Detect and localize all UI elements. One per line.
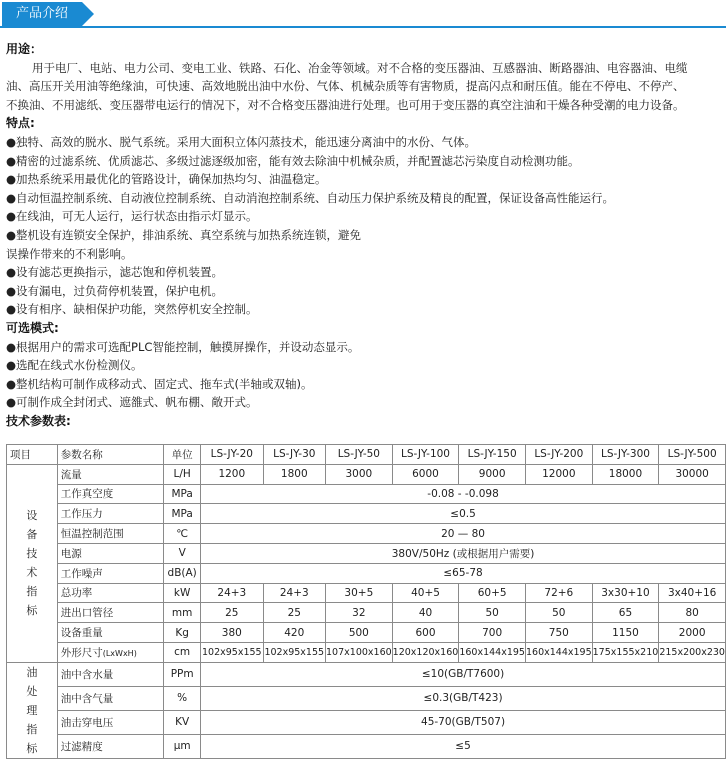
feature-item: ●独特、高效的脱水、脱气系统。采用大面积立体闪蒸技术，能迅速分离油中的水份、气体。: [6, 134, 477, 149]
param-name: 进出口管径: [57, 603, 164, 623]
table-cell: 120x120x160: [392, 642, 459, 662]
table-cell: 12000: [525, 464, 592, 484]
table-cell: 600: [392, 623, 459, 643]
table-cell: 30+5: [326, 583, 393, 603]
group-label-equipment: 设 备 技 术 指 标: [7, 464, 58, 662]
table-row: [7, 603, 726, 623]
feature-item: ●精密的过滤系统、优质滤芯、多级过滤逐级加密，能有效去除油中机械杂质，并配置滤芯污染度自动检测功能。: [6, 153, 580, 168]
table-cell: 102x95x155: [263, 642, 325, 662]
table-cell: 107x100x160: [326, 642, 393, 662]
param-unit: MPa: [164, 484, 201, 504]
param-name: 过滤精度: [57, 734, 164, 758]
param-unit: dB(A): [164, 563, 201, 583]
usage-line: 用于电厂、电站、电力公司、变电工业、铁路、石化、冶金等领域。对不合格的变压器油、互感器油、断路器油、电容器油、电缆: [32, 60, 688, 75]
header-model: LS-JY-30: [263, 445, 325, 465]
table-cell: 72+6: [525, 583, 592, 603]
table-cell: 420: [263, 623, 325, 643]
table-cell: 750: [525, 623, 592, 643]
table-cell: 380V/50Hz (或根据用户需要): [201, 543, 726, 563]
group-label-oil-treatment: 油 处 理 指 标: [7, 662, 58, 758]
param-name: 电源: [57, 543, 164, 563]
option-item: ●可制作成全封闭式、遮雒式、帆布棚、敞开式。: [6, 395, 258, 410]
table-cell: 40+5: [392, 583, 459, 603]
param-unit: PPm: [164, 662, 201, 686]
table-cell: 160x144x195: [459, 642, 526, 662]
param-unit: cm: [164, 642, 201, 662]
param-unit: MPa: [164, 504, 201, 524]
table-row: [7, 524, 726, 544]
param-name: 工作压力: [57, 504, 164, 524]
table-cell: ≤65-78: [201, 563, 726, 583]
table-row: [7, 563, 726, 583]
feature-item: ●加热系统采用最优化的管路设计，确保加热均匀、油温稳定。: [6, 172, 327, 187]
table-cell: 60+5: [459, 583, 526, 603]
table-cell: 3x30+10: [592, 583, 659, 603]
param-name: 流量: [57, 464, 164, 484]
options-heading: 可选模式:: [6, 320, 59, 335]
product-description: [6, 40, 720, 430]
param-name: 工作噪声: [57, 563, 164, 583]
header-unit: 单位: [164, 445, 201, 465]
header-model: LS-JY-500: [659, 445, 726, 465]
table-cell: 45-70(GB/T507): [201, 710, 726, 734]
table-cell: ≤5: [201, 734, 726, 758]
header-model: LS-JY-150: [459, 445, 526, 465]
table-header-row: [7, 445, 726, 465]
tab-product-intro[interactable]: [2, 2, 82, 26]
table-cell: 6000: [392, 464, 459, 484]
table-row: [7, 734, 726, 758]
table-cell: 215x200x230: [659, 642, 726, 662]
param-unit: KV: [164, 710, 201, 734]
param-name: 总功率: [57, 583, 164, 603]
param-name: 恒温控制范围: [57, 524, 164, 544]
table-cell: 2000: [659, 623, 726, 643]
table-cell: 160x144x195: [525, 642, 592, 662]
option-item: ●根据用户的需求可选配PLC智能控制，触摸屏操作，并设动态显示。: [6, 339, 360, 354]
table-cell: ≤10(GB/T7600): [201, 662, 726, 686]
table-cell: 25: [263, 603, 325, 623]
table-row: [7, 662, 726, 686]
table-cell: -0.08 - -0.098: [201, 484, 726, 504]
param-name: 油击穿电压: [57, 710, 164, 734]
usage-heading: 用途：: [6, 42, 43, 56]
param-name: 设备重量: [57, 623, 164, 643]
feature-item: ●设有相序、缺相保护功能，突然停机安全控制。: [6, 302, 258, 317]
table-cell: 40: [392, 603, 459, 623]
features-heading: 特点:: [6, 116, 35, 131]
header-model: LS-JY-50: [326, 445, 393, 465]
param-unit: V: [164, 543, 201, 563]
option-item: ●选配在线式水份检测仪。: [6, 358, 143, 373]
spec-heading: 技术参数表:: [6, 413, 71, 428]
table-cell: 80: [659, 603, 726, 623]
param-unit: kW: [164, 583, 201, 603]
table-cell: 32: [326, 603, 393, 623]
table-cell: 25: [201, 603, 263, 623]
table-cell: 102x95x155: [201, 642, 263, 662]
table-row: [7, 583, 726, 603]
header-model: LS-JY-200: [525, 445, 592, 465]
param-unit: Kg: [164, 623, 201, 643]
table-cell: 1200: [201, 464, 263, 484]
table-cell: ≤0.3(GB/T423): [201, 686, 726, 710]
table-row: [7, 686, 726, 710]
table-cell: 50: [459, 603, 526, 623]
option-item: ●整机结构可制作成移动式、固定式、拖车式(半轴或双轴)。: [6, 376, 313, 391]
table-cell: 24+3: [263, 583, 325, 603]
table-cell: 500: [326, 623, 393, 643]
feature-item: ●整机设有连锁安全保护，排油系统、真空系统与加热系统连锁，避免: [6, 227, 362, 242]
section-tab-bar: [0, 0, 726, 28]
table-cell: 3000: [326, 464, 393, 484]
feature-item: ●自动恒温控制系统、自动液位控制系统、自动消泡控制系统、自动压力保护系统及精良的配置，保证设备高性能运行。: [6, 190, 615, 205]
param-name: 油中含气量: [57, 686, 164, 710]
table-row: [7, 543, 726, 563]
param-unit: %: [164, 686, 201, 710]
table-cell: 65: [592, 603, 659, 623]
table-cell: 9000: [459, 464, 526, 484]
param-unit: μm: [164, 734, 201, 758]
usage-line: 不换油、不用滤纸、变压器带电运行的情况下，对不合格变压器油进行处理。也可用于变压器的真空注油和干燥各种受潮的电力设备。: [6, 97, 685, 112]
table-cell: 380: [201, 623, 263, 643]
table-cell: 700: [459, 623, 526, 643]
table-row: [7, 484, 726, 504]
header-model: LS-JY-20: [201, 445, 263, 465]
table-cell: 175x155x210: [592, 642, 659, 662]
header-item: 项目: [7, 445, 58, 465]
table-row: [7, 642, 726, 662]
feature-item: 误操作带来的不利影响。: [6, 246, 133, 261]
table-row: [7, 504, 726, 524]
table-cell: 20 — 80: [201, 524, 726, 544]
feature-item: ●在线油，可无人运行，运行状态由指示灯显示。: [6, 209, 258, 224]
param-unit: mm: [164, 603, 201, 623]
table-cell: 1800: [263, 464, 325, 484]
table-cell: 1150: [592, 623, 659, 643]
header-param: 参数名称: [57, 445, 164, 465]
param-unit: ℃: [164, 524, 201, 544]
table-cell: ≤0.5: [201, 504, 726, 524]
tab-label: 产品介绍: [16, 6, 69, 21]
tab-arrow-icon: [82, 2, 94, 26]
param-name: 外形尺寸(LxWxH): [57, 642, 164, 662]
param-unit: L/H: [164, 464, 201, 484]
param-name: 工作真空度: [57, 484, 164, 504]
header-model: LS-JY-100: [392, 445, 459, 465]
table-cell: 30000: [659, 464, 726, 484]
table-row: [7, 623, 726, 643]
table-row: [7, 710, 726, 734]
feature-item: ●设有漏电，过负荷停机装置，保护电机。: [6, 283, 224, 298]
table-cell: 24+3: [201, 583, 263, 603]
feature-item: ●设有滤芯更换指示，滤芯饱和停机装置。: [6, 265, 224, 280]
usage-line: 油、高压开关用油等绝缘油，可快速、高效地脱出油中水份、气体、机械杂质等有害物质，提高闪点和耐压值。能在不停电、不停产、: [6, 79, 685, 94]
spec-table: [6, 444, 726, 759]
table-cell: 3x40+16: [659, 583, 726, 603]
table-cell: 50: [525, 603, 592, 623]
table-cell: 18000: [592, 464, 659, 484]
param-name: 油中含水量: [57, 662, 164, 686]
header-model: LS-JY-300: [592, 445, 659, 465]
table-row: [7, 464, 726, 484]
